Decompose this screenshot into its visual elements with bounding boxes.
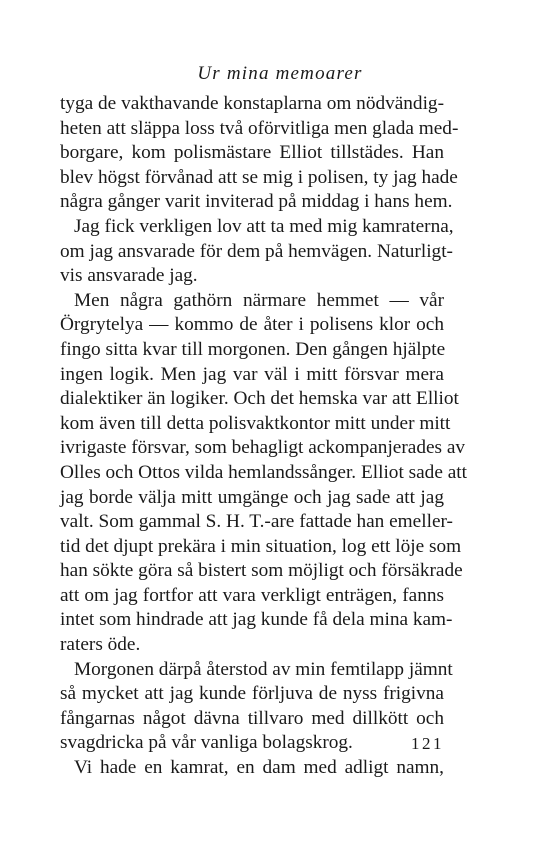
text-line: några gånger varit inviterad på middag i hans hem. <box>60 191 453 213</box>
text-line: blev högst förvånad att se mig i polisen, ty jag hade <box>60 166 458 188</box>
text-line: Vi hade en kamrat, en dam med adligt namn, <box>74 757 444 779</box>
text-line: om jag ansvarade för dem på hemvägen. Naturligt- <box>60 240 453 262</box>
text-line: han sökte göra så bistert som möjligt och försäkrade <box>60 560 463 582</box>
text-line: ingen logik. Men jag var väl i mitt försvar mera <box>60 363 444 385</box>
text-line: dialektiker än logiker. Och det hemska var att Elliot <box>60 388 459 410</box>
page-number: 121 <box>411 734 444 753</box>
text-line: Men några gathörn närmare hemmet — vår <box>74 289 444 311</box>
text-line: fångarnas något dävna tillvaro med dillkött och <box>60 707 444 729</box>
text-line: Morgonen därpå återstod av min femtilapp jämnt <box>74 658 453 680</box>
text-line: valt. Som gammal S. H. T.-are fattade han emeller- <box>60 511 453 533</box>
body-text <box>60 92 467 781</box>
text-line: tid det djupt prekära i min situation, log ett löje som <box>60 535 462 557</box>
text-line: kom även till detta polisvaktkontor mitt under mitt <box>60 412 451 434</box>
running-head: Ur mina memoarer <box>197 63 363 84</box>
text-line: borgare, kom polismästare Elliot tillstädes. Han <box>60 142 444 164</box>
text-line: heten att släppa loss två oförvitliga men glada med- <box>60 117 459 139</box>
text-line: ivrigaste försvar, som behagligt ackompanjerades av <box>60 437 466 459</box>
text-line: så mycket att jag kunde förljuva de nyss frigivna <box>60 683 444 705</box>
text-line: Örgrytelya — kommo de åter i polisens klor och <box>60 314 444 336</box>
text-line: intet som hindrade att jag kunde få dela mina kam- <box>60 609 453 631</box>
text-line: att om jag fortfor att vara verkligt enträgen, fanns <box>60 584 444 606</box>
text-line: vis ansvarade jag. <box>60 265 198 287</box>
text-line: jag borde välja mitt umgänge och jag sade att jag <box>60 486 444 508</box>
text-line: Jag fick verkligen lov att ta med mig kamraterna, <box>74 215 454 237</box>
text-line: Olles och Ottos vilda hemlandssånger. Elliot sade att <box>60 461 467 483</box>
text-line: tyga de vakthavande konstaplarna om nödvändig- <box>60 93 444 114</box>
text-line: raters öde. <box>60 634 141 656</box>
text-line: svagdricka på vår vanliga bolagskrog. <box>60 732 353 754</box>
text-line: fingo sitta kvar till morgonen. Den gången hjälpte <box>60 338 446 360</box>
